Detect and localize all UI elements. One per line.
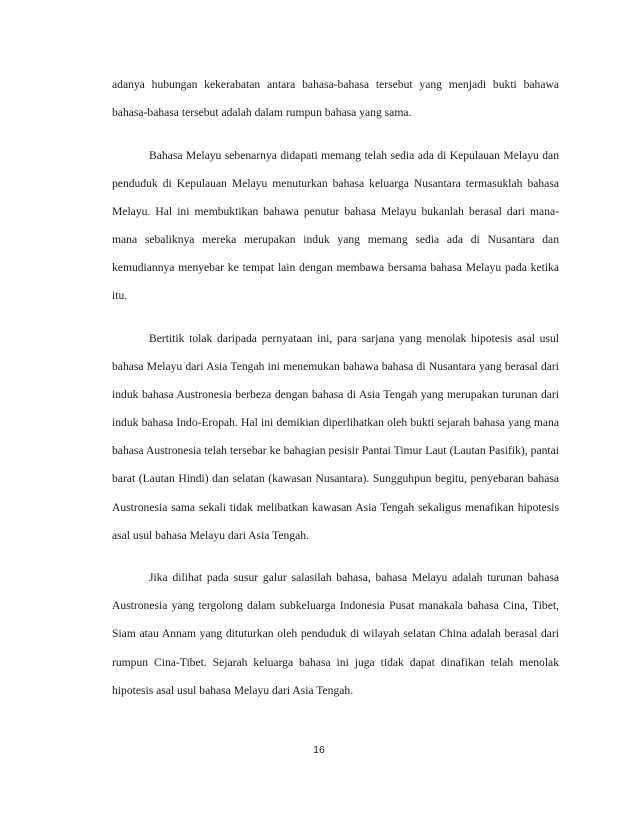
paragraph-1: adanya hubungan kekerabatan antara bahasa-bahasa tersebut yang menjadi bukti bahawa bahasa-bahasa tersebut adalah dalam rumpun bahasa yang sama. bbox=[112, 78, 559, 120]
paragraph-2: Bahasa Melayu sebenarnya didapati memang telah sedia ada di Kepulauan Melayu dan penduduk di Kepulauan Melayu menuturkan bahasa keluarga Nusantara termasuklah bahasa Melayu. Hal ini membuktikan bahawa penutur bahasa Melayu bukanlah berasal dari mana-mana sebaliknya mereka merupakan induk yang memang sedia ada di Nusantara dan kemudiannya menyebar ke tempat lain dengan membawa bersama bahasa Melayu pada ketika itu. bbox=[112, 148, 559, 303]
body-text bbox=[112, 71, 559, 719]
page-number: 16 bbox=[313, 744, 325, 756]
paragraph-3: Bertitik tolak daripada pernyataan ini, para sarjana yang menolak hipotesis asal usul bahasa Melayu dari Asia Tengah ini menemukan bahawa bahasa di Nusantara yang berasal dari induk bahasa Austronesia berbeza dengan bahasa di Asia Tengah yang merupakan turunan dari induk bahasa Indo-Eropah. Hal ini demikian diperlihatkan oleh bukti sejarah bahasa yang mana bahasa Austronesia telah tersebar ke bahagian pesisir Pantai Timur Laut (Lautan Pasifik), pantai barat (Lautan Hindi) dan selatan (kawasan Nusantara). Sungguhpun begitu, penyebaran bahasa Austronesia sama sekali tidak melibatkan kawasan Asia Tengah sekaligus menafikan hipotesis asal usul bahasa Melayu dari Asia Tengah. bbox=[112, 331, 559, 542]
paragraph-4: Jika dilihat pada susur galur salasilah bahasa, bahasa Melayu adalah turunan bahasa Austronesia yang tergolong dalam subkeluarga Indonesia Pusat manakala bahasa Cina, Tibet, Siam atau Annam yang dituturkan oleh penduduk di wilayah selatan China adalah berasal dari rumpun Cina-Tibet. Sejarah keluarga bahasa ini juga tidak dapat dinafikan telah menolak hipotesis asal usul bahasa Melayu dari Asia Tengah. bbox=[112, 571, 559, 697]
